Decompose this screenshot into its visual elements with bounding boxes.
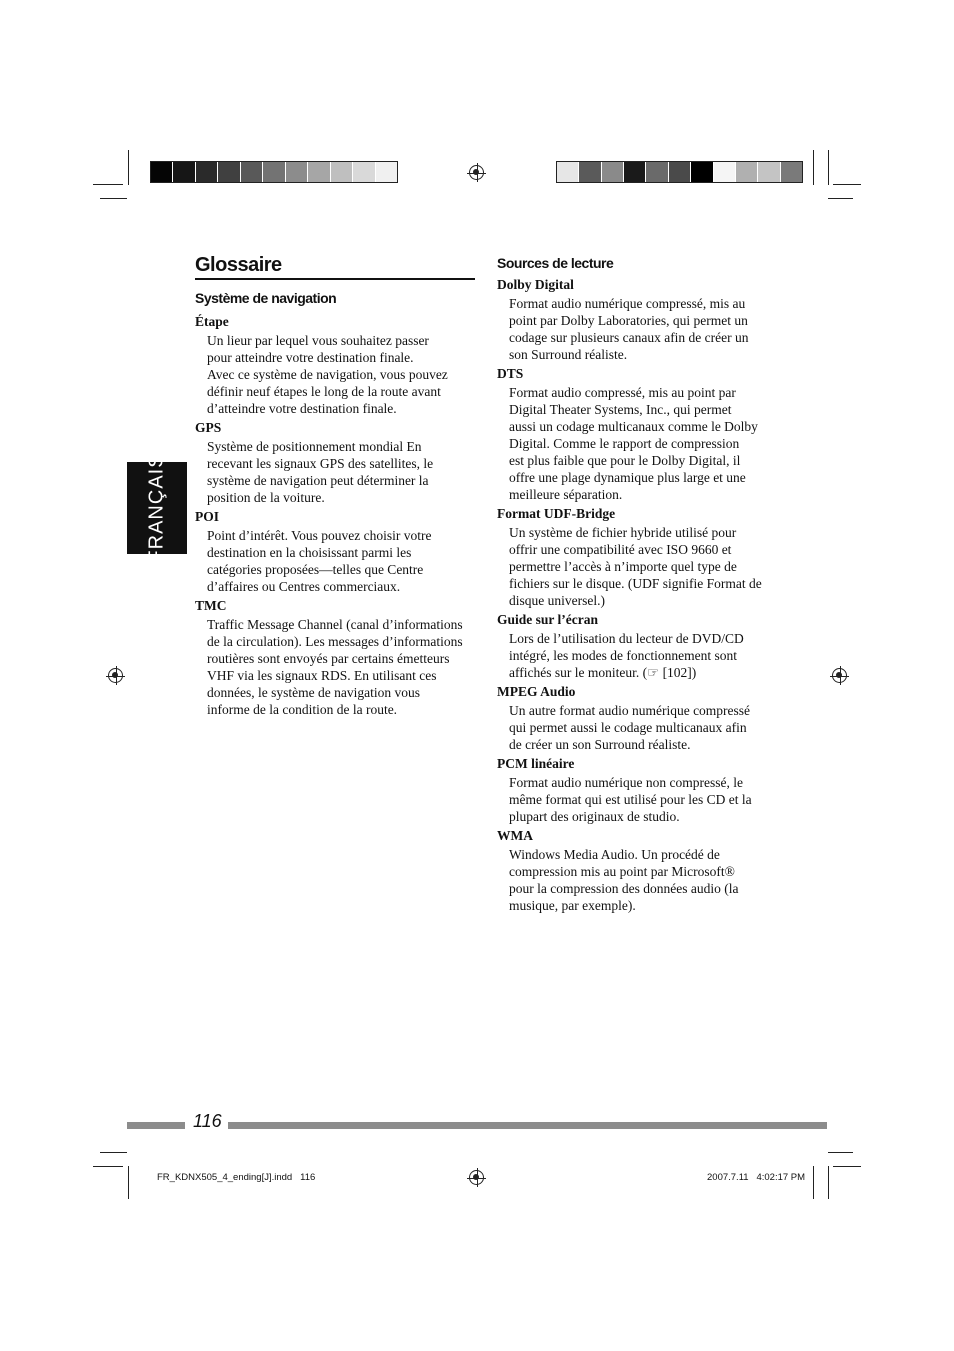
crop-mark	[128, 150, 129, 185]
glossary-term: POI	[195, 509, 220, 524]
registration-mark-icon	[469, 165, 484, 180]
page-number: 116	[193, 1111, 222, 1131]
definition-line: offre une plage dynamique plus large et une	[509, 470, 746, 485]
glossary-term: WMA	[497, 828, 533, 843]
color-swatch	[173, 162, 195, 182]
color-swatch	[286, 162, 308, 182]
color-swatch	[196, 162, 218, 182]
crop-mark	[100, 1152, 127, 1153]
glossary-term: TMC	[195, 598, 227, 613]
glossary-term: MPEG Audio	[497, 684, 576, 699]
glossary-definition	[195, 616, 480, 718]
definition-line: VHF via les signaux RDS. En utilisant ces	[207, 668, 437, 683]
glossary-definition	[497, 774, 782, 825]
color-swatch	[758, 162, 780, 182]
glossary-definition	[195, 332, 480, 417]
definition-line: fichiers sur le disque. (UDF signifie Format de	[509, 576, 762, 591]
crop-mark	[828, 198, 853, 199]
definition-line: meilleure séparation.	[509, 487, 623, 502]
color-swatch	[353, 162, 375, 182]
crop-mark	[833, 1166, 861, 1167]
crop-mark	[833, 184, 861, 185]
glossary-term: PCM linéaire	[497, 756, 575, 771]
file-info: FR_KDNX505_4_ending[J].indd 116	[157, 1172, 316, 1183]
definition-line: codage sur plusieurs canaux afin de créer un	[509, 330, 749, 345]
definition-line: Windows Media Audio. Un procédé de	[509, 847, 720, 862]
color-calibration-bar	[556, 161, 803, 183]
color-swatch	[331, 162, 353, 182]
glossary-term: GPS	[195, 420, 222, 435]
section-title-navigation: Système de navigation	[195, 290, 337, 306]
definition-line: recevant les signaux GPS des satellites, le	[207, 456, 434, 471]
color-swatch	[241, 162, 263, 182]
definition-line: Un autre format audio numérique compressé	[509, 703, 751, 718]
color-swatch	[714, 162, 736, 182]
definition-line: son Surround réaliste.	[509, 347, 628, 362]
language-tab-label: FRANÇAIS	[145, 453, 168, 563]
left-column	[195, 290, 480, 718]
definition-line: Avec ce système de navigation, vous pouvez	[207, 367, 448, 382]
definition-line: disque universel.)	[509, 593, 605, 608]
crop-mark	[93, 1166, 123, 1167]
registration-mark-icon	[469, 1170, 484, 1185]
color-swatch	[736, 162, 758, 182]
definition-line: Système de positionnement mondial En	[207, 439, 422, 454]
color-calibration-bar	[150, 161, 398, 183]
definition-line: Digital Theater Systems, Inc., qui permet	[509, 402, 732, 417]
glossary-definition	[497, 295, 782, 363]
definition-line: système de navigation peut déterminer la	[207, 473, 429, 488]
definition-line: compression mis au point par Microsoft®	[509, 864, 735, 879]
glossary-definition	[497, 630, 782, 681]
glossary-definition	[497, 524, 782, 609]
page-title: Glossaire	[195, 254, 282, 276]
definition-line: pour atteindre votre destination finale.	[207, 350, 414, 365]
definition-line: d’atteindre votre destination finale.	[207, 401, 397, 416]
definition-line: catégories proposées—telles que Centre	[207, 562, 424, 577]
glossary-definition	[497, 702, 782, 753]
definition-line: Format audio numérique non compressé, le	[509, 775, 743, 790]
crop-mark	[813, 150, 814, 185]
definition-line: Un lieur par lequel vous souhaitez passer	[207, 333, 429, 348]
definition-line: aussi un codage multicanaux comme le Dolby	[509, 419, 758, 434]
definition-line: Un système de fichier hybride utilisé pour	[509, 525, 737, 540]
definition-line: même format qui est utilisé pour les CD et la	[509, 792, 752, 807]
definition-line: routières sont envoyés par certains émetteurs	[207, 651, 450, 666]
page-bar-right	[228, 1122, 827, 1129]
color-swatch	[646, 162, 668, 182]
color-swatch	[218, 162, 240, 182]
definition-line: de créer un son Surround réaliste.	[509, 737, 691, 752]
definition-line: définir neuf étapes le long de la route avant	[207, 384, 441, 399]
crop-mark	[828, 1166, 829, 1199]
crop-mark	[100, 198, 127, 199]
definition-line: Lors de l’utilisation du lecteur de DVD/CD	[509, 631, 744, 646]
definition-line: affichés sur le moniteur. (☞ [102])	[509, 665, 697, 680]
glossary-definition	[195, 527, 480, 595]
registration-mark-icon	[108, 668, 123, 683]
definition-line: de la circulation). Les messages d’informations	[207, 634, 463, 649]
color-swatch	[308, 162, 330, 182]
crop-mark	[828, 1152, 853, 1153]
glossary-definition	[195, 438, 480, 506]
color-swatch	[624, 162, 646, 182]
right-column	[497, 255, 782, 914]
color-swatch	[557, 162, 579, 182]
glossary-term: Guide sur l’écran	[497, 612, 598, 627]
definition-line: Traffic Message Channel (canal d’informations	[207, 617, 463, 632]
color-swatch	[781, 162, 802, 182]
glossary-list	[195, 314, 480, 718]
crop-mark	[813, 1166, 814, 1199]
glossary-term: Étape	[195, 314, 229, 329]
page-bar-left	[127, 1122, 185, 1129]
definition-line: qui permet aussi le codage multicanaux afin	[509, 720, 747, 735]
crop-mark	[128, 1166, 129, 1199]
definition-line: musique, par exemple).	[509, 898, 636, 913]
definition-line: pour la compression des données audio (la	[509, 881, 739, 896]
color-swatch	[691, 162, 713, 182]
glossary-term: Dolby Digital	[497, 277, 574, 292]
glossary-term: Format UDF-Bridge	[497, 506, 616, 521]
section-title-sources: Sources de lecture	[497, 255, 614, 271]
glossary-definition	[497, 384, 782, 503]
color-swatch	[669, 162, 691, 182]
timestamp: 2007.7.11 4:02:17 PM	[707, 1172, 806, 1183]
glossary-term: DTS	[497, 366, 524, 381]
glossary-list	[497, 277, 782, 914]
color-swatch	[151, 162, 173, 182]
color-swatch	[376, 162, 397, 182]
definition-line: Format audio numérique compressé, mis au	[509, 296, 746, 311]
definition-line: plupart des originaux de studio.	[509, 809, 680, 824]
definition-line: offrir une compatibilité avec ISO 9660 et	[509, 542, 732, 557]
glossary-definition	[497, 846, 782, 914]
definition-line: point par Dolby Laboratories, qui permet un	[509, 313, 748, 328]
definition-line: est plus faible que pour le Dolby Digital, il	[509, 453, 741, 468]
definition-line: Digital. Comme le rapport de compression	[509, 436, 740, 451]
color-swatch	[602, 162, 624, 182]
language-tab	[127, 453, 187, 563]
crop-mark	[828, 150, 829, 185]
definition-line: informe de la condition de la route.	[207, 702, 398, 717]
color-swatch	[579, 162, 601, 182]
definition-line: Point d’intérêt. Vous pouvez choisir votre	[207, 528, 432, 543]
title-rule	[195, 278, 475, 280]
definition-line: d’affaires ou Centres commerciaux.	[207, 579, 401, 594]
definition-line: données, le système de navigation vous	[207, 685, 420, 700]
definition-line: destination en la choisissant parmi les	[207, 545, 412, 560]
crop-mark	[93, 184, 123, 185]
definition-line: position de la voiture.	[207, 490, 325, 505]
color-swatch	[263, 162, 285, 182]
definition-line: Format audio compressé, mis au point par	[509, 385, 736, 400]
definition-line: intégré, les modes de fonctionnement sont	[509, 648, 737, 663]
definition-line: permettre l’accès à n’importe quel type de	[509, 559, 737, 574]
registration-mark-icon	[832, 668, 847, 683]
